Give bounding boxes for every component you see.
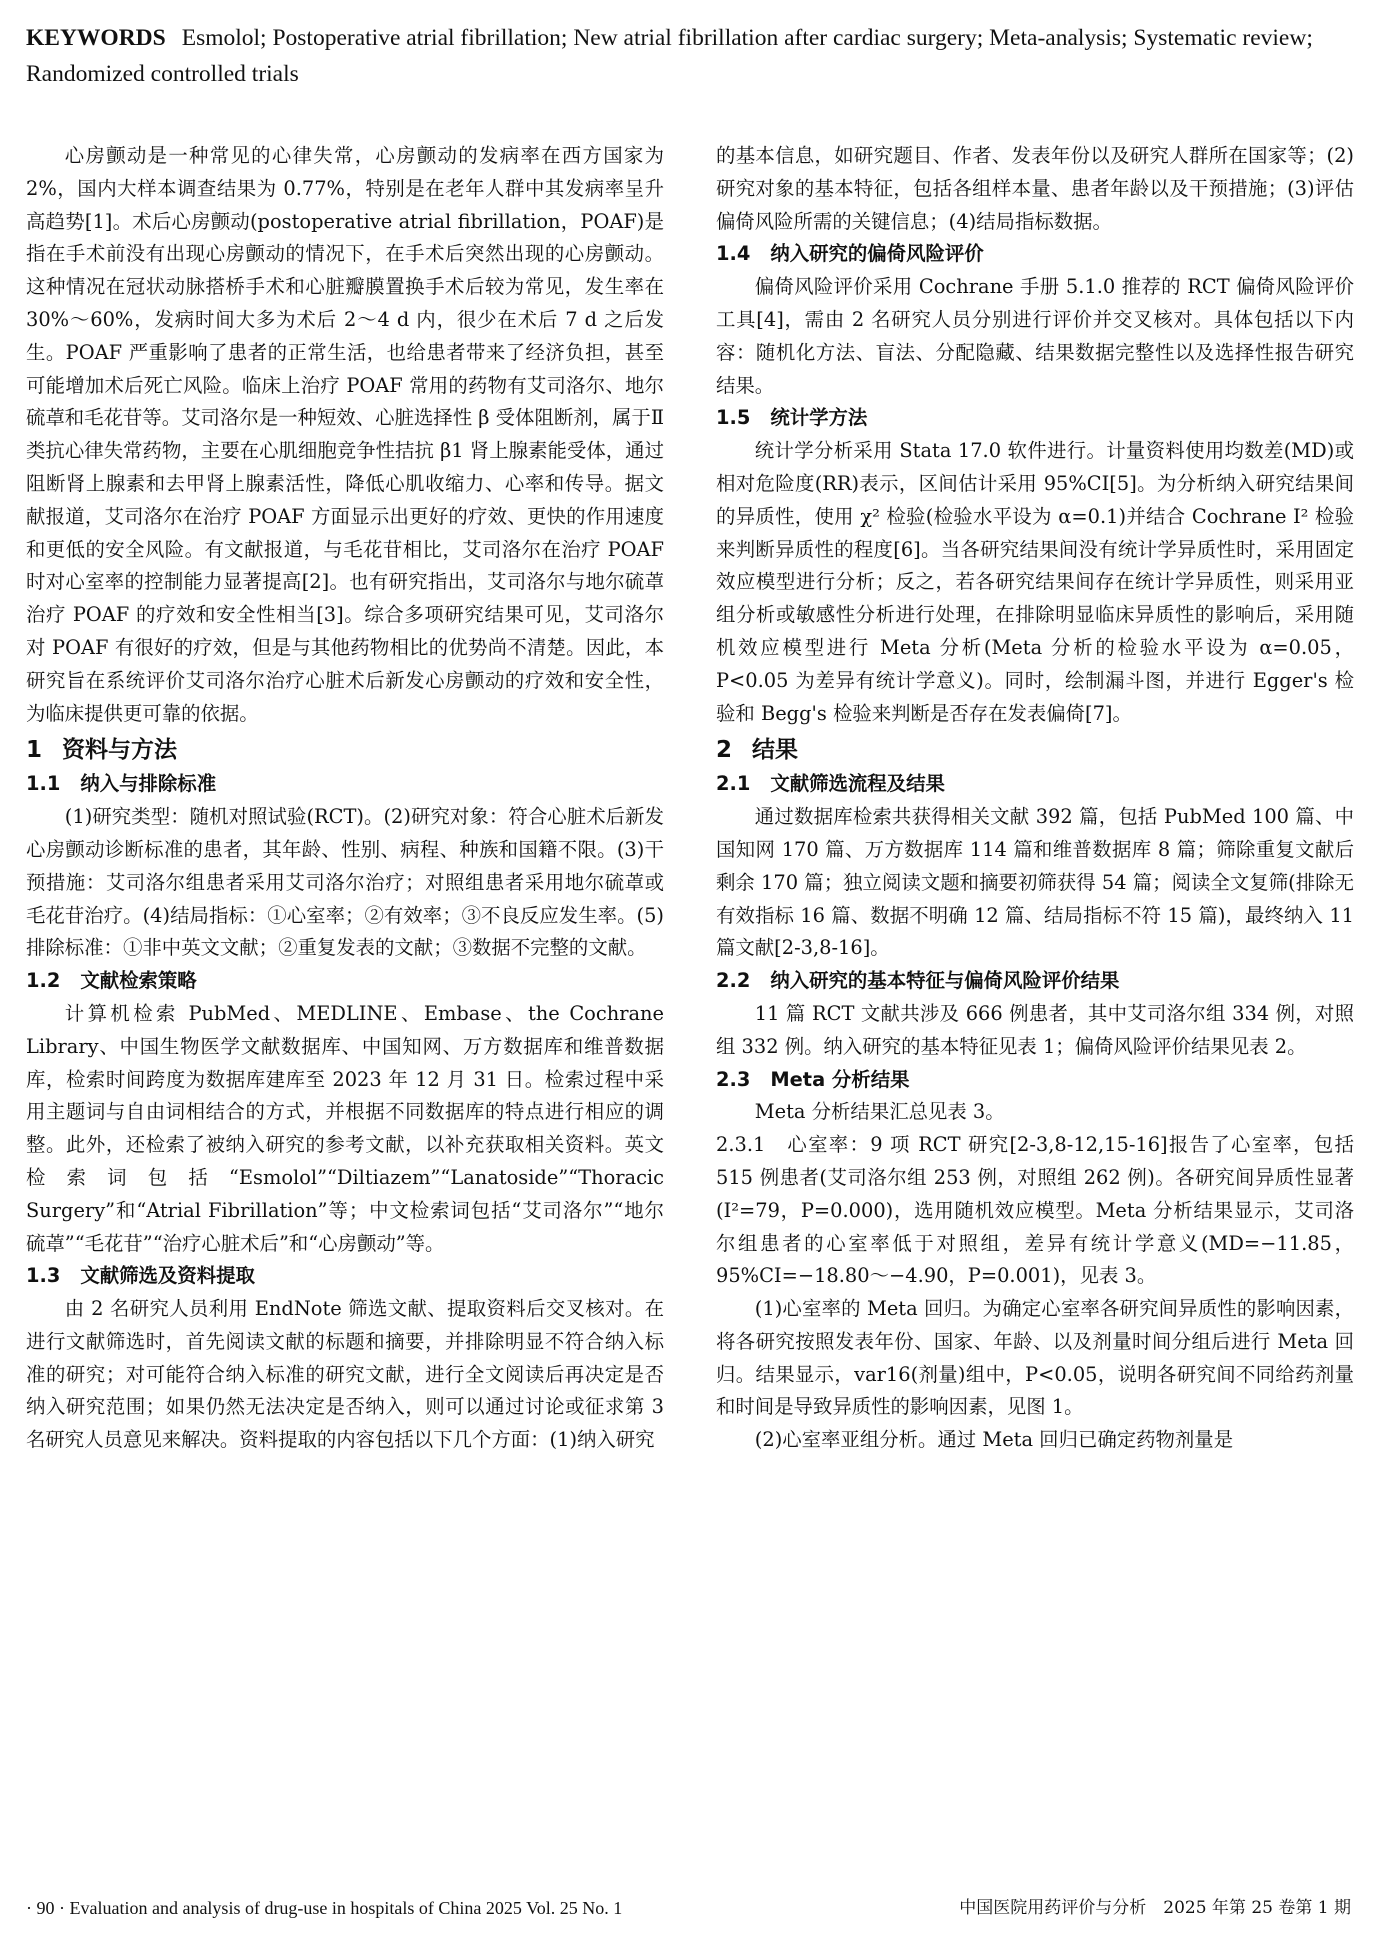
section-1-4-text: 偏倚风险评价采用 Cochrane 手册 5.1.0 推荐的 RCT 偏倚风险评价工具[4]，需由 2 名研究人员分别进行评价并交叉核对。具体包括以下内容：随机化方法、盲法、分配隐藏、结果数据完整性以及选择性报告研究结果。 (716, 275, 1354, 397)
keywords-block (26, 20, 1346, 92)
section-1-5-heading: 1.5 统计学方法 (716, 406, 868, 430)
section-1-2-text: 计算机检索 PubMed、MEDLINE、Embase、the Cochrane Library、中国生物医学文献数据库、中国知网、万方数据库和维普数据库，检索时间跨度为数据库建库至 2023 年 12 月 31 日。检索过程中采用主题词与自由词相结合的方式，并根据不同数据库的特点进行相应的调整。此外，还检索了被纳入研究的参考文献，以补充获取相关资料。英文检索词包括“Esmolol”“Diltiazem”“Lanatoside”“Thoracic Surgery”和“Atrial Fibrillation”等；中文检索词包括“艾司洛尔”“地尔硫䓬”“毛花苷”“治疗心脏术后”和“心房颤动”等。 (26, 1001, 664, 1255)
intro-paragraph: 心房颤动是一种常见的心律失常，心房颤动的发病率在西方国家为 2%，国内大样本调查结果为 0.77%，特别是在老年人群中其发病率呈升高趋势[1]。术后心房颤动(postoperative atrial fibrillation，POAF)是指在手术前没有出现心房颤动的情况下，在手术后突然出现的心房颤动。这种情况在冠状动脉搭桥手术和心脏瓣膜置换手术后较为常见，发生率在 30%～60%，发病时间大多为术后 2～4 d 内，很少在术后 7 d 之后发生。POAF 严重影响了患者的正常生活，也给患者带来了经济负担，甚至可能增加术后死亡风险。临床上治疗 POAF 常用的药物有艾司洛尔、地尔硫䓬和毛花苷等。艾司洛尔是一种短效、心脏选择性 β 受体阻断剂，属于Ⅱ类抗心律失常药物，主要在心肌细胞竞争性拮抗 β1 肾上腺素能受体，通过阻断肾上腺素和去甲肾上腺素活性，降低心肌收缩力、心率和传导。据文献报道，艾司洛尔在治疗 POAF 方面显示出更好的疗效、更快的作用速度和更低的安全风险。有文献报道，与毛花苷相比，艾司洛尔在治疗 POAF 时对心室率的控制能力显著提高[2]。也有研究指出，艾司洛尔与地尔硫䓬治疗 POAF 的疗效和安全性相当[3]。综合多项研究结果可见，艾司洛尔对 POAF 有很好的疗效，但是与其他药物相比的优势尚不清楚。因此，本研究旨在系统评价艾司洛尔治疗心脏术后新发心房颤动的疗效和安全性，为临床提供更可靠的依据。 (26, 144, 664, 725)
section-1-heading: 1 资料与方法 (26, 737, 178, 764)
footer-journal-cn: 中国医院用药评价与分析 2025 年第 25 卷第 1 期 (959, 1898, 1351, 1918)
left-column (26, 140, 664, 1457)
section-1-5-text: 统计学分析采用 Stata 17.0 软件进行。计量资料使用均数差(MD)或相对危险度(RR)表示，区间估计采用 95%CI[5]。为分析纳入研究结果间的异质性，使用 χ² 检验(检验水平设为 α=0.1)并结合 Cochrane I² 检验来判断异质性的程度[6]。当各研究结果间没有统计学异质性时，采用固定效应模型进行分析；反之，若各研究结果间存在统计学异质性，则采用亚组分析或敏感性分析进行处理，在排除明显临床异质性的影响后，采用随机效应模型进行 Meta 分析(Meta 分析的检验水平设为 α=0.05，P<0.05 为差异有统计学意义)。同时，绘制漏斗图，并进行 Egger's 检验和 Begg's 检验来判断是否存在发表偏倚[7]。 (716, 439, 1354, 725)
section-1-1-heading: 1.1 纳入与排除标准 (26, 772, 217, 796)
section-1-1-text: (1)研究类型：随机对照试验(RCT)。(2)研究对象：符合心脏术后新发心房颤动诊断标准的患者，其年龄、性别、病程、种族和国籍不限。(3)干预措施：艾司洛尔组患者采用艾司洛尔治疗；对照组患者采用地尔硫䓬或毛花苷治疗。(4)结局指标：①心室率；②有效率；③不良反应发生率。(5)排除标准：①非中英文文献；②重复发表的文献；③数据不完整的文献。 (26, 805, 664, 960)
section-1-2-heading: 1.2 文献检索策略 (26, 969, 197, 993)
meta-regression-paragraph: (1)心室率的 Meta 回归。为确定心室率各研究间异质性的影响因素，将各研究按照发表年份、国家、年龄、以及剂量时间分组后进行 Meta 回归。结果显示，var16(剂量)组中，P<0.05，说明各研究间不同给药剂量和时间是导致异质性的影响因素，见图 1。 (716, 1297, 1354, 1419)
section-2-2-text: 11 篇 RCT 文献共涉及 666 例患者，其中艾司洛尔组 334 例，对照组 332 例。纳入研究的基本特征见表 1；偏倚风险评价结果见表 2。 (716, 1001, 1354, 1058)
section-2-3-text: Meta 分析结果汇总见表 3。 (754, 1100, 1005, 1124)
section-2-3-1-text: 2.3.1 心室率：9 项 RCT 研究[2-3,8-12,15-16]报告了心室率，包括 515 例患者(艾司洛尔组 253 例，对照组 262 例)。各研究间异质性显著(I²=79，P=0.000)，选用随机效应模型。Meta 分析结果显示，艾司洛尔组患者的心室率低于对照组，差异有统计学意义(MD=−11.85，95%CI=−18.80～−4.90，P=0.001)，见表 3。 (716, 1133, 1354, 1288)
right-column (716, 140, 1354, 1457)
section-1-4-heading: 1.4 纳入研究的偏倚风险评价 (716, 242, 984, 266)
section-1-3-text-continued: 的基本信息，如研究题目、作者、发表年份以及研究人群所在国家等；(2)研究对象的基本特征，包括各组样本量、患者年龄以及干预措施；(3)评估偏倚风险所需的关键信息；(4)结局指标数据。 (716, 144, 1354, 233)
subgroup-analysis-paragraph: (2)心室率亚组分析。通过 Meta 回归已确定药物剂量是 (754, 1428, 1234, 1452)
section-1-3-text: 由 2 名研究人员利用 EndNote 筛选文献、提取资料后交叉核对。在进行文献筛选时，首先阅读文献的标题和摘要，并排除明显不符合纳入标准的研究；对可能符合纳入标准的研究文献，进行全文阅读后再决定是否纳入研究范围；如果仍然无法决定是否纳入，则可以通过讨论或征求第 3 名研究人员意见来解决。资料提取的内容包括以下几个方面：(1)纳入研究 (26, 1297, 664, 1452)
section-2-2-heading: 2.2 纳入研究的基本特征与偏倚风险评价结果 (716, 969, 1120, 993)
section-1-3-heading: 1.3 文献筛选及资料提取 (26, 1264, 255, 1288)
section-2-1-heading: 2.1 文献筛选流程及结果 (716, 772, 945, 796)
section-2-3-heading: 2.3 Meta 分析结果 (716, 1067, 910, 1091)
keywords-text: Esmolol; Postoperative atrial fibrillation; New atrial fibrillation after cardiac surgery; Meta-analysis; Systematic review; Randomized controlled trials (26, 25, 1313, 87)
footer-journal-en: · 90 · Evaluation and analysis of drug-use in hospitals of China 2025 Vol. 25 No. 1 (26, 1898, 623, 1918)
section-2-heading: 2 结果 (716, 737, 799, 764)
keywords-label: KEYWORDS (26, 25, 166, 51)
section-2-1-text: 通过数据库检索共获得相关文献 392 篇，包括 PubMed 100 篇、中国知网 170 篇、万方数据库 114 篇和维普数据库 8 篇；筛除重复文献后剩余 170 篇；独立阅读文题和摘要初筛获得 54 篇；阅读全文复筛(排除无有效指标 16 篇、数据不明确 12 篇、结局指标不符 15 篇)，最终纳入 11 篇文献[2-3,8-16]。 (716, 805, 1354, 960)
